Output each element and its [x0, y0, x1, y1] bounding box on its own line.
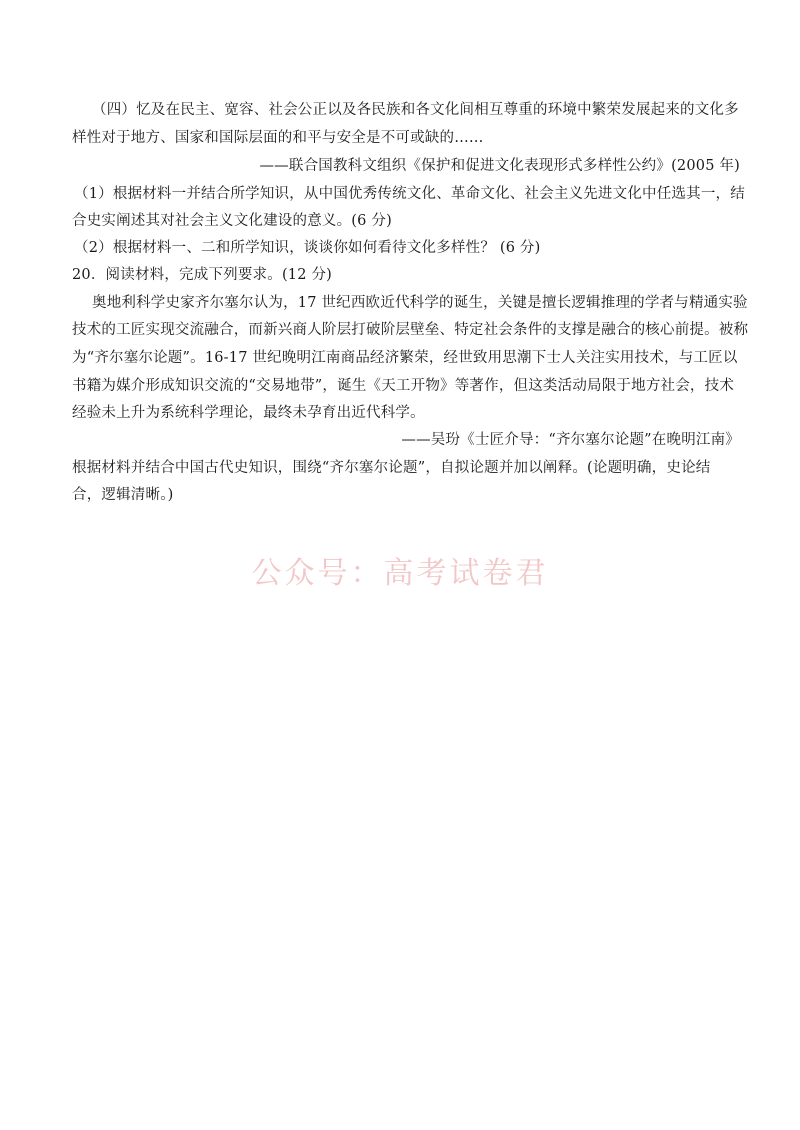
question-20-header: 20．阅读材料，完成下列要求。(12 分) — [72, 267, 333, 283]
question-20-material-line-4: 书籍为媒介形成知识交流的“交易地带”，诞生《天工开物》等著作，但这类活动局限于地方社会，技术 — [72, 378, 735, 394]
material-four-line-2: 样性对于地方、国家和国际层面的和平与安全是不可或缺的…… — [72, 130, 484, 146]
question-2-line-1: （2）根据材料一、二和所学知识，谈谈你如何看待文化多样性？ (6 分) — [74, 240, 541, 256]
question-20-source: ——吴玢《士匠介导：“齐尔塞尔论题”在晚明江南》 — [401, 432, 740, 448]
question-20-material-line-5: 经验未上升为系统科学理论，最终未孕育出近代科学。 — [72, 405, 425, 421]
question-20-task-line-1: 根据材料并结合中国古代史知识，围绕“齐尔塞尔论题”，自拟论题并加以阐释。(论题明确，史论结 — [72, 460, 711, 476]
question-20-material-line-2: 技术的工匠实现交流融合，而新兴商人阶层打破阶层壁垒、特定社会条件的支撑是融合的核心前提。被称 — [72, 322, 749, 338]
watermark: 公众号：高考试卷君 — [251, 556, 549, 591]
question-20-material-line-3: 为“齐尔塞尔论题”。16-17 世纪晚明江南商品经济繁荣，经世致用思潮下士人关注实用技术，与工匠以 — [72, 350, 738, 366]
question-20-material-line-1: 奥地利科学史家齐尔塞尔认为，17 世纪西欧近代科学的诞生，关键是擅长逻辑推理的学者与精通实验 — [92, 295, 748, 311]
question-1-line-2: 合史实阐述其对社会主义文化建设的意义。(6 分) — [72, 213, 392, 229]
material-four-line-1: （四）忆及在民主、宽容、社会公正以及各民族和各文化间相互尊重的环境中繁荣发展起来的文化多 — [92, 102, 739, 118]
question-20-task-line-2: 合，逻辑清晰。) — [72, 487, 174, 503]
question-1-line-1: （1）根据材料一并结合所学知识，从中国优秀传统文化、革命文化、社会主义先进文化中任选其一，结 — [74, 186, 745, 202]
material-four-source: ——联合国教科文组织《保护和促进文化表现形式多样性公约》(2005 年) — [259, 158, 740, 174]
